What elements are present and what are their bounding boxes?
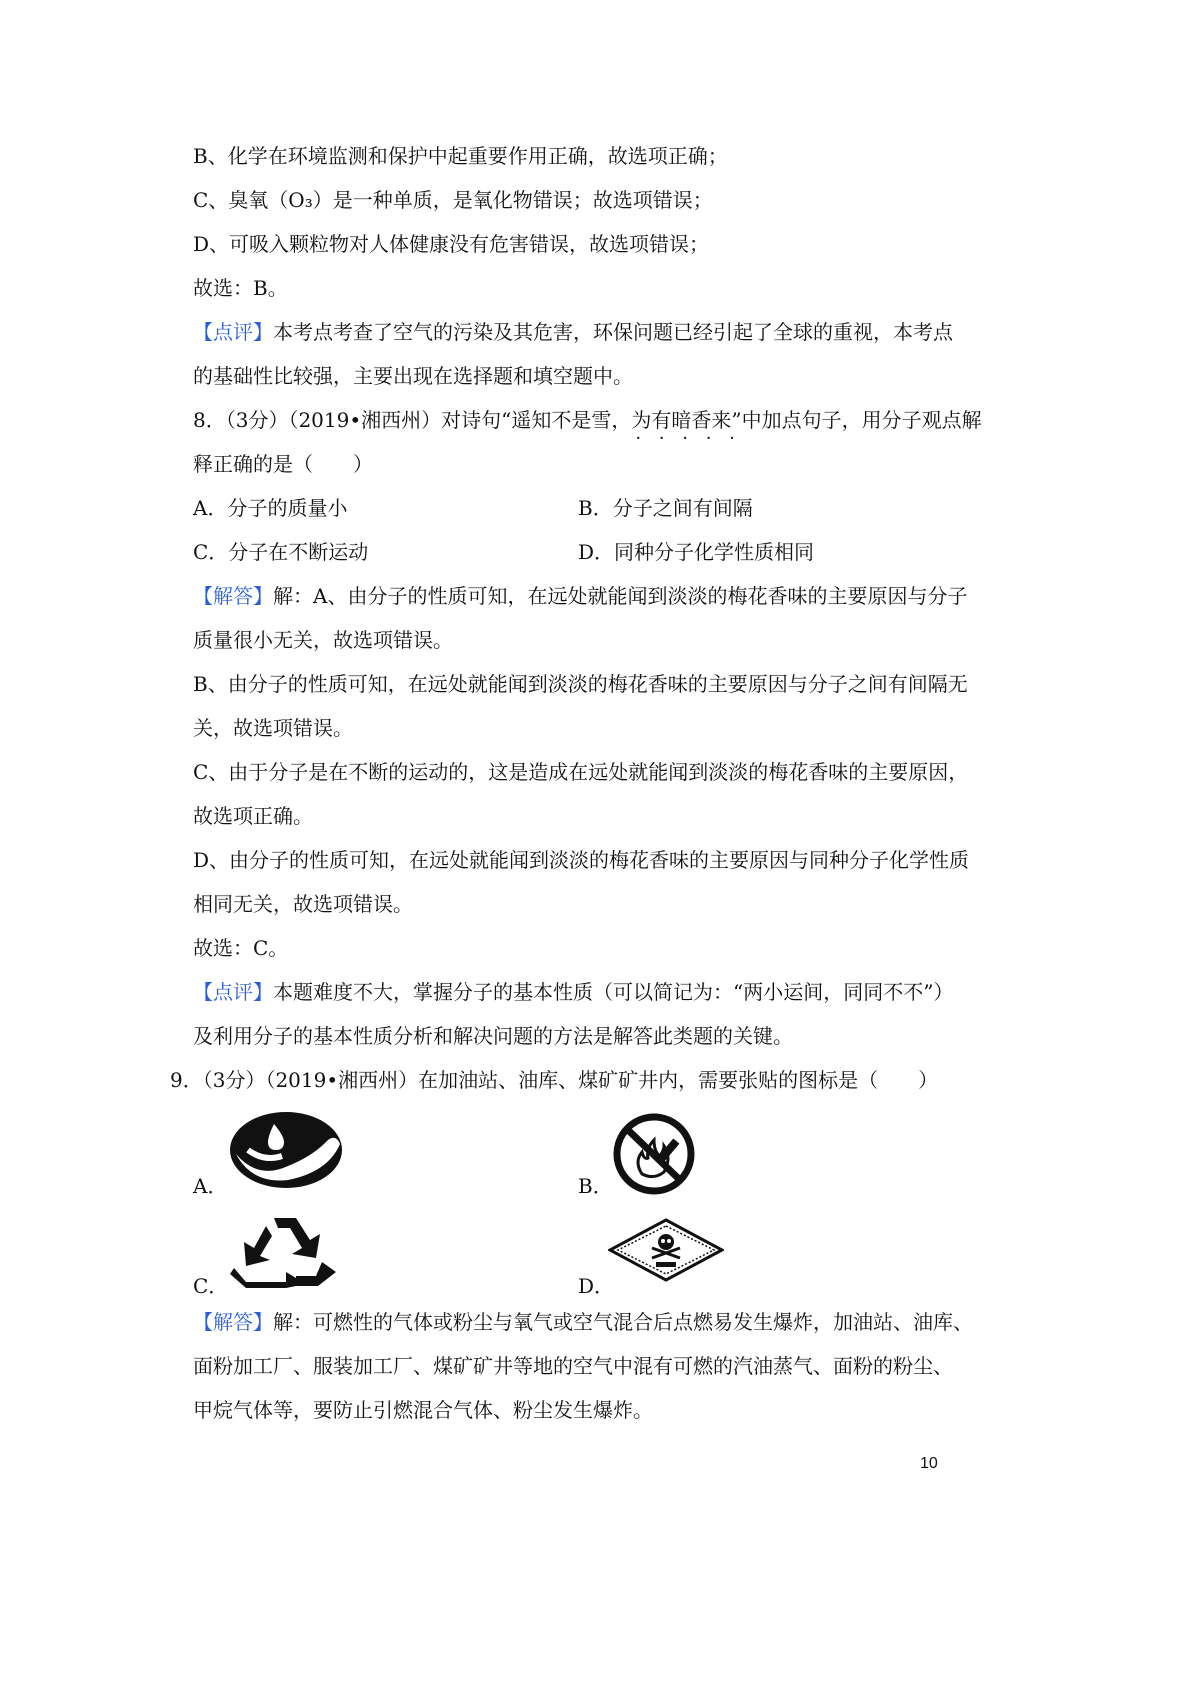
text-line: 质量很小无关，故选项错误。 — [193, 628, 453, 652]
text-line: 及利用分子的基本性质分析和解决问题的方法是解答此类题的关键。 — [193, 1024, 793, 1048]
option-b: B．分子之间有间隔 — [578, 496, 753, 520]
text-line: 相同无关，故选项错误。 — [193, 892, 413, 916]
option-c: C．分子在不断运动 — [193, 540, 369, 564]
question-8-stem — [193, 407, 982, 433]
text-line: C、由于分子是在不断的运动的，这是造成在远处就能闻到淡淡的梅花香味的主要原因， — [193, 760, 969, 784]
answer-text: 解：A、由分子的性质可知，在远处就能闻到淡淡的梅花香味的主要原因与分子 — [273, 584, 968, 608]
dotted-phrase: 为有暗香来 · · · — [631, 408, 731, 432]
text-line: D、由分子的性质可知，在远处就能闻到淡淡的梅花香味的主要原因与同种分子化学性质 — [193, 848, 970, 872]
text-line: 故选项正确。 — [193, 804, 313, 828]
toxic-hazard-icon — [608, 1218, 724, 1282]
answer-text: 解：可燃性的气体或粉尘与氧气或空气混合后点燃易发生爆炸，加油站、油库、 — [273, 1310, 973, 1334]
question-text: ”中加点句子，用分子观点解 — [731, 408, 982, 432]
water-saving-icon — [228, 1110, 344, 1190]
text-line: 关，故选项错误。 — [193, 716, 353, 740]
answer-line — [193, 583, 967, 609]
option-b: B． — [578, 1174, 613, 1198]
question-8-stem-2: 释正确的是（ ） — [193, 452, 373, 476]
recycling-icon — [226, 1212, 344, 1288]
answer-tag: 【解答】 — [193, 584, 273, 608]
option-d: D．同种分子化学性质相同 — [578, 540, 815, 564]
answer-tag: 【解答】 — [193, 1310, 273, 1334]
answer-line — [193, 1309, 973, 1335]
option-a: A．分子的质量小 — [193, 496, 348, 520]
text-line: 甲烷气体等，要防止引燃混合气体、粉尘发生爆炸。 — [193, 1398, 653, 1422]
no-fire-icon — [612, 1112, 696, 1196]
page-number: 10 — [920, 1455, 938, 1472]
text-line: 的基础性比较强，主要出现在选择题和填空题中。 — [193, 364, 633, 388]
comment-line — [193, 979, 953, 1005]
text-line: B、化学在环境监测和保护中起重要作用正确，故选项正确； — [193, 144, 728, 168]
comment-line — [193, 319, 953, 345]
text-line: 故选：C。 — [193, 936, 289, 960]
question-text: 8．（3分）（2019•湘西州）对诗句“遥知不是雪， — [193, 408, 632, 432]
option-a: A． — [193, 1174, 228, 1198]
text-line: 故选：B。 — [193, 276, 288, 300]
question-9-stem: 9．（3分）（2019•湘西州）在加油站、油库、煤矿矿井内，需要张贴的图标是（ ） — [170, 1068, 939, 1092]
comment-text: 本题难度不大，掌握分子的基本性质（可以简记为：“两小运间，同同不不”） — [273, 980, 954, 1004]
text-line: C、臭氧（O₃）是一种单质，是氧化物错误；故选项错误； — [193, 188, 713, 212]
option-c: C． — [193, 1274, 229, 1298]
text-line: D、可吸入颗粒物对人体健康没有危害错误，故选项错误； — [193, 232, 710, 256]
comment-text: 本考点考查了空气的污染及其危害，环保问题已经引起了全球的重视，本考点 — [273, 320, 953, 344]
text-line: 面粉加工厂、服装加工厂、煤矿矿井等地的空气中混有可燃的汽油蒸气、面粉的粉尘、 — [193, 1354, 953, 1378]
option-d: D． — [578, 1274, 615, 1298]
text-line: B、由分子的性质可知，在远处就能闻到淡淡的梅花香味的主要原因与分子之间有间隔无 — [193, 672, 968, 696]
comment-tag: 【点评】 — [193, 320, 273, 344]
comment-tag: 【点评】 — [193, 980, 273, 1004]
